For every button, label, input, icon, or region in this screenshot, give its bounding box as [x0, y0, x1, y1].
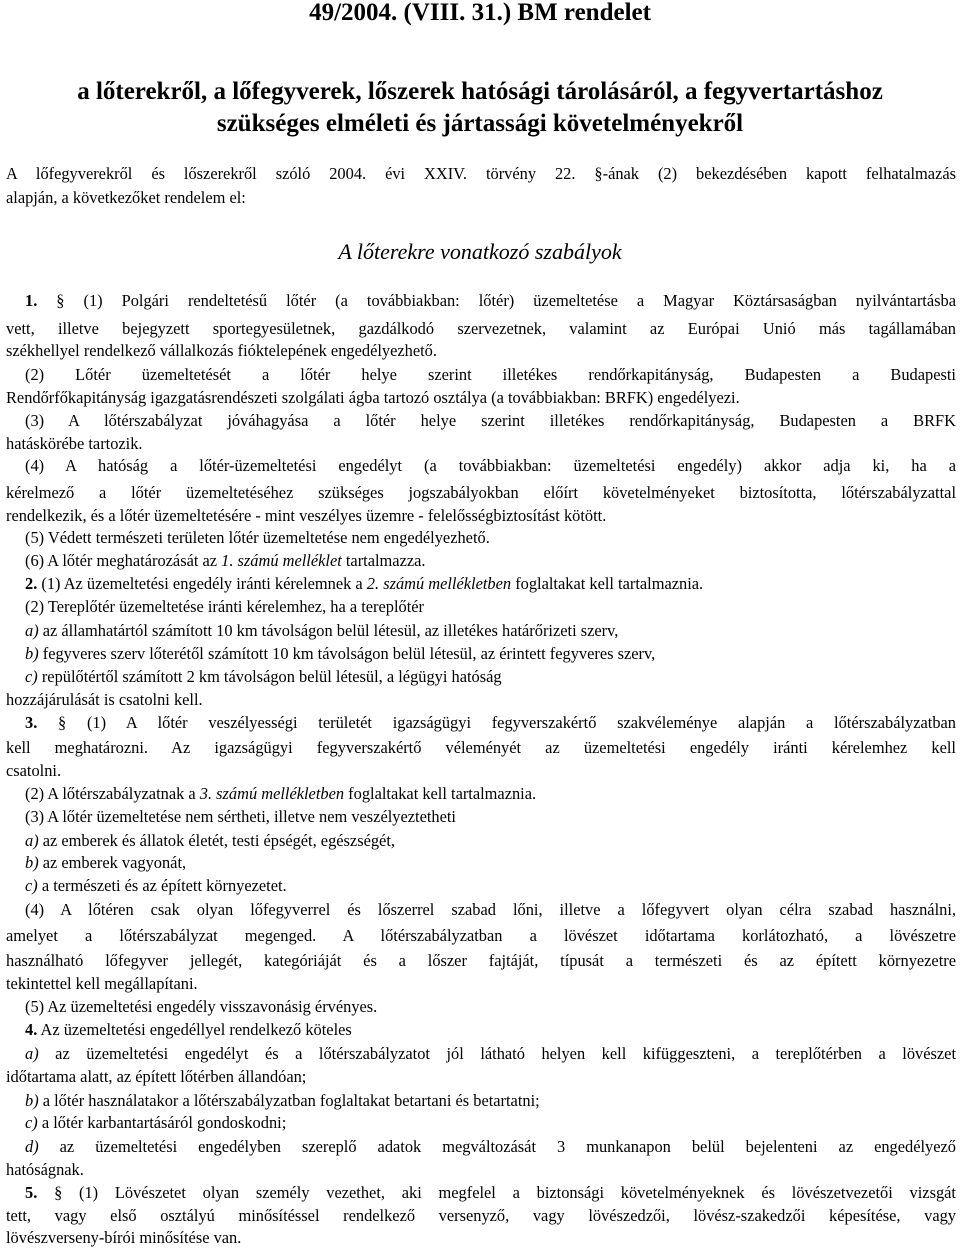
list-item: [6, 1136, 956, 1158]
line-text: § (1) A lőtér veszélyességi területét igazságügyi fegyverszakértő szakvéleménye alapján a lőtérszabályzatban: [58, 713, 956, 732]
document-title: 49/2004. (VIII. 31.) BM rendelet: [309, 0, 651, 26]
paragraph-line: [6, 783, 956, 805]
section-title: A lőterekre vonatkozó szabályok: [338, 239, 622, 264]
list-marker: b): [25, 1091, 39, 1110]
line-text: az üzemeltetési engedélyben szereplő adatok megváltozását 3 munkanapon belül bejelenteni az engedélyező: [38, 1137, 956, 1156]
line-text: az üzemeltetési engedélyt és a lőtérszabályzatot jól látható helyen kell kifüggeszteni, a tereplőtérben a lövészet: [38, 1044, 956, 1063]
section-number: 4.: [25, 1020, 38, 1039]
paragraph-line: tekintettel kell megállapítani.: [6, 974, 198, 993]
list-item: [6, 1112, 956, 1134]
paragraph-line: tett, vagy első osztályú minősítéssel rendelkező versenyző, vagy lövészedzői, lövész-szakedzői képesítése, vagy: [6, 1206, 956, 1225]
line-text: foglaltakat kell tartalmaznia.: [344, 784, 537, 803]
paragraph-line: (3) A lőtérszabályzat jóváhagyása a lőtér helye szerint illetékes rendőrkapitányság, Budapesten a BRFK: [25, 411, 956, 430]
paragraph-line: használható lőfegyver jellegét, kategóriáját és a lőszer fajtáját, típusát a természeti és az épített környezetre: [6, 951, 956, 970]
list-marker: c): [25, 667, 38, 686]
paragraph-line: (2) Tereplőtér üzemeltetése iránti kérelemhez, ha a tereplőtér: [25, 597, 424, 616]
line-text: az államhatártól számított 10 km távolságon belül létesül, az illetékes határőrizeti szerv,: [38, 621, 619, 640]
paragraph-line: Rendőrfőkapitányság igazgatásrendészeti szolgálati ágba tartozó osztálya (a továbbiakban: BRFK) engedélyezi.: [6, 388, 740, 407]
paragraph-line: [6, 1019, 956, 1041]
list-marker: b): [25, 853, 39, 872]
list-item: [6, 1043, 956, 1065]
section-number: 2.: [25, 574, 38, 593]
list-marker: b): [25, 644, 39, 663]
line-text: Az üzemeltetési engedéllyel rendelkező köteles: [40, 1020, 352, 1039]
line-text: az emberek és állatok életét, testi épségét, egészségét,: [38, 831, 395, 850]
list-item: [6, 875, 956, 897]
line-text: a természeti és az épített környezetet.: [37, 876, 287, 895]
list-marker: d): [25, 1137, 39, 1156]
paragraph-line: [6, 290, 956, 312]
line-text: fegyveres szerv lőterétől számított 10 km távolságon belül létesül, az érintett fegyveres szerv,: [38, 644, 656, 663]
annex-reference: 2. számú mellékletben: [366, 574, 512, 593]
list-item: [6, 643, 956, 665]
paragraph-line: hozzájárulását is csatolni kell.: [6, 690, 203, 709]
paragraph-line: lövészverseny-bírói minősítése van.: [6, 1228, 242, 1247]
document-subtitle: [0, 76, 960, 140]
line-text: (2) A lőtérszabályzatnak a: [25, 784, 200, 803]
paragraph-line: (4) A lőtéren csak olyan lőfegyverrel és lőszerrel szabad lőni, illetve a lőfegyvert olyan célra szabad használni,: [25, 900, 956, 919]
paragraph-line: [6, 1182, 956, 1204]
line-text: a lőtér használatakor a lőtérszabályzatban foglaltakat betartani és betartatni;: [38, 1091, 540, 1110]
section-number: 3.: [25, 713, 38, 732]
line-text: (1) Az üzemeltetési engedély iránti kérelemnek a: [41, 574, 367, 593]
paragraph-line: időtartama alatt, az épített lőtérben állandóan;: [6, 1067, 307, 1086]
annex-reference: 1. számú melléklet: [221, 551, 342, 570]
list-marker: c): [25, 876, 38, 895]
paragraph-line: (2) Lőtér üzemeltetését a lőtér helye szerint illetékes rendőrkapitányság, Budapesten a Budapesti: [25, 365, 956, 384]
line-text: § (1) Lövészetet olyan személy vezethet, aki megfelel a biztonsági követelményeknek és lövészetvezetői vizsgát: [54, 1183, 956, 1202]
paragraph-line: kérelmező a lőtér üzemeltetéséhez szükséges jogszabályokban előírt követelményeket biztosította, lőtérszabályzattal: [6, 483, 956, 502]
paragraph-line: amelyet a lőtérszabályzat megenged. A lőtérszabályzatban a lövészet időtartama korlátozható, a lövészetre: [6, 926, 956, 945]
line-text: tartalmazza.: [341, 551, 426, 570]
paragraph-line: kell meghatározni. Az igazságügyi fegyverszakértő véleményét az üzemeltetési engedély iránti kérelemhez kell: [6, 738, 956, 757]
paragraph-line: vett, illetve bejegyzett sportegyesületnek, gazdálkodó szervezetnek, valamint az Európai Unió más tagállamában: [6, 319, 956, 338]
line-text: § (1) Polgári rendeltetésű lőtér (a továbbiakban: lőtér) üzemeltetése a Magyar Köztársaságban nyilvántartásba: [56, 291, 956, 310]
line-text: az emberek vagyonát,: [38, 853, 187, 872]
preamble-line: A lőfegyverekről és lőszerekről szóló 2004. évi XXIV. törvény 22. §-ának (2) bekezdésében kapott felhatalmazás: [6, 164, 956, 183]
list-marker: a): [25, 1044, 39, 1063]
list-marker: c): [25, 1113, 38, 1132]
section-number: 5.: [25, 1183, 38, 1202]
paragraph-line: (3) A lőtér üzemeltetése nem sértheti, illetve nem veszélyeztetheti: [25, 807, 456, 826]
subtitle-line: a lőterekről, a lőfegyverek, lőszerek hatósági tárolásáról, a fegyvertartáshoz: [77, 78, 883, 105]
paragraph-line: [6, 573, 956, 595]
subtitle-line: szükséges elméleti és jártassági követelményekről: [216, 110, 744, 137]
paragraph-line: székhellyel rendelkező vállalkozás fióktelepének engedélyezhető.: [6, 341, 437, 360]
list-marker: a): [25, 831, 39, 850]
paragraph-line: [6, 712, 956, 734]
list-item: [6, 830, 956, 852]
line-text: repülőtértől számított 2 km távolságon belül létesül, a légügyi hatóság: [37, 667, 502, 686]
section-number: 1.: [25, 291, 38, 310]
annex-reference: 3. számú mellékletben: [199, 784, 345, 803]
line-text: a lőtér karbantartásáról gondoskodni;: [37, 1113, 287, 1132]
paragraph-line: rendelkezik, és a lőtér üzemeltetésére - mint veszélyes üzemre - felelősségbiztosítást kötött.: [6, 506, 607, 525]
paragraph-line: (4) A hatóság a lőtér-üzemeltetési engedélyt (a továbbiakban: üzemeltetési engedély) akkor adja ki, ha a: [25, 456, 956, 475]
line-text: foglaltakat kell tartalmaznia.: [511, 574, 704, 593]
paragraph-line: hatóságnak.: [6, 1160, 84, 1179]
paragraph-line: hatáskörébe tartozik.: [6, 434, 143, 453]
list-item: [6, 666, 956, 688]
paragraph-line: csatolni.: [6, 761, 62, 780]
preamble-line: alapján, a következőket rendelem el:: [6, 188, 246, 207]
paragraph-line: [6, 550, 956, 572]
list-item: [6, 852, 956, 874]
list-item: [6, 1090, 956, 1112]
paragraph-line: (5) Védett természeti területen lőtér üzemeltetése nem engedélyezhető.: [25, 528, 490, 547]
list-item: [6, 620, 956, 642]
paragraph-line: (5) Az üzemeltetési engedély visszavonásig érvényes.: [25, 997, 378, 1016]
line-text: (6) A lőtér meghatározását az: [25, 551, 222, 570]
list-marker: a): [25, 621, 39, 640]
